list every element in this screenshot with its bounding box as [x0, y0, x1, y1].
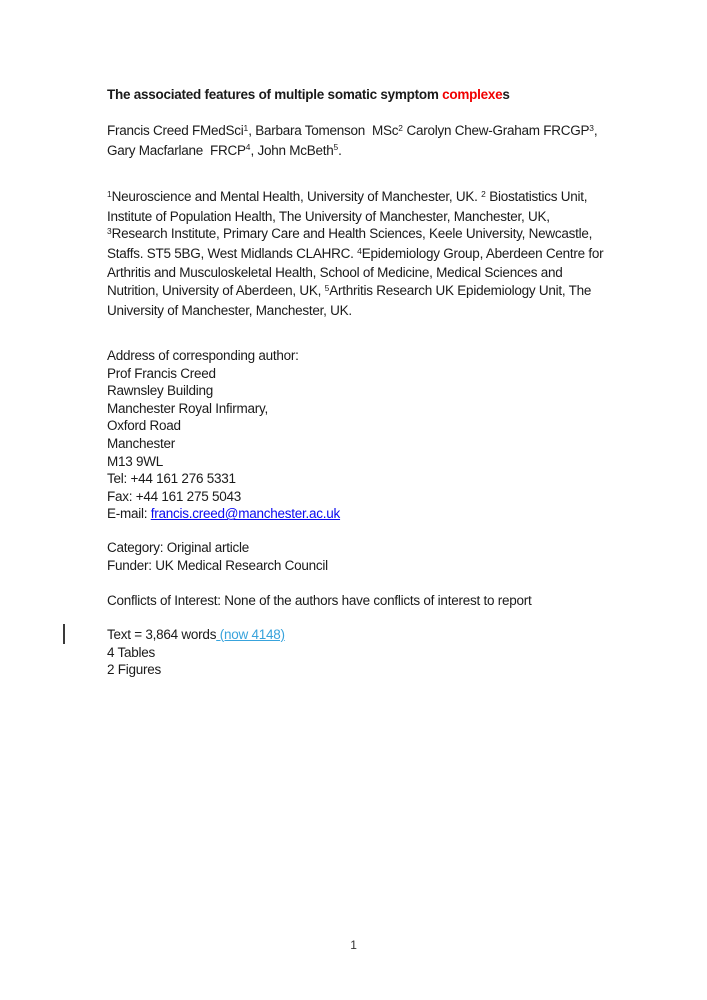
text-segment: Research Institute, Primary Care and Health Sciences, Keele University, Newcastle, — [111, 226, 593, 242]
text-segment: University of Manchester, Manchester, UK. — [107, 302, 352, 318]
text-line — [107, 382, 340, 400]
text-line — [107, 365, 340, 383]
text-line — [107, 505, 340, 523]
text-segment: Manchester Royal Infirmary, — [107, 400, 269, 416]
text-segment: Manchester — [107, 435, 176, 451]
text-line — [107, 557, 328, 575]
text-line — [107, 122, 597, 142]
text-segment: . — [338, 142, 342, 158]
text-segment: Conflicts of Interest: None of the authors have conflicts of interest to report — [107, 593, 532, 608]
text-segment: Epidemiology Group, Aberdeen Centre for — [361, 245, 604, 261]
text-line — [107, 245, 603, 265]
text-line — [107, 470, 340, 488]
text-line — [107, 282, 603, 302]
text-line — [107, 225, 603, 245]
text-line — [107, 208, 603, 226]
corresponding-author-address — [107, 347, 340, 523]
text-segment: Nutrition, University of Aberdeen, UK, — [107, 282, 325, 298]
text-line — [107, 86, 510, 104]
page-number: 1 — [350, 938, 357, 952]
text-segment: Fax: +44 161 275 5043 — [107, 488, 241, 504]
text-line — [107, 592, 531, 610]
email-link[interactable]: francis.creed@manchester.ac.uk — [150, 506, 341, 522]
text-segment: Funder: UK Medical Research Council — [107, 557, 328, 573]
superscript: 4 — [245, 142, 251, 153]
text-segment: Institute of Population Health, The University of Manchester, Manchester, UK, — [107, 208, 550, 224]
text-line — [107, 302, 603, 320]
text-line — [107, 453, 340, 471]
text-segment: Arthritis Research UK Epidemiology Unit, The — [329, 282, 592, 298]
text-segment: Staffs. ST5 5BG, West Midlands CLAHRC. — [107, 245, 358, 261]
text-line — [107, 435, 340, 453]
text-line — [107, 347, 340, 365]
text-segment: Address of corresponding author: — [107, 348, 299, 363]
text-line — [107, 400, 340, 418]
superscript: 3 — [589, 122, 594, 133]
superscript: 5 — [333, 142, 339, 153]
text-segment: Tel: +44 161 276 5331 — [107, 471, 236, 487]
superscript: 2 — [398, 122, 403, 133]
text-segment: Francis Creed FMedSci — [107, 123, 244, 138]
track-changes-margin-bar — [63, 624, 65, 644]
text-segment: Gary Macfarlane FRCP — [107, 142, 246, 158]
text-segment: 2 Figures — [107, 662, 162, 678]
text-segment: Rawnsley Building — [107, 383, 214, 399]
text-line — [107, 661, 285, 679]
text-segment: E-mail: — [107, 506, 151, 522]
text-segment: The associated features of multiple somatic symptom — [107, 87, 443, 102]
text-segment: Neuroscience and Mental Health, University of Manchester, UK. — [111, 189, 482, 204]
text-segment: Prof Francis Creed — [107, 365, 216, 381]
conflicts-statement — [107, 592, 531, 610]
text-segment: Arthritis and Musculoskeletal Health, School of Medicine, Medical Sciences and — [107, 265, 563, 281]
superscript: 3 — [107, 226, 112, 237]
text-line — [107, 626, 285, 644]
text-segment: Category: Original article — [107, 540, 250, 555]
text-segment: , Barbara Tomenson MSc — [248, 123, 399, 138]
paper-title — [107, 86, 510, 104]
text-segment: s — [502, 87, 510, 102]
superscript: 1 — [243, 122, 249, 133]
text-line — [107, 417, 340, 435]
text-segment: Carolyn Chew-Graham FRCGP — [402, 123, 590, 138]
tracked-insertion-text: (now 4148) — [216, 627, 285, 642]
tracked-change-text: complexe — [442, 87, 503, 102]
text-segment: Text = 3,864 words — [107, 627, 217, 642]
text-segment: M13 9WL — [107, 453, 164, 469]
superscript: 5 — [324, 282, 330, 293]
text-segment: , John McBeth — [250, 142, 334, 158]
text-segment: Oxford Road — [107, 418, 181, 434]
category-funder-block — [107, 539, 328, 574]
text-line — [107, 644, 285, 662]
text-segment: , — [593, 123, 598, 138]
author-list — [107, 122, 597, 161]
superscript: 2 — [481, 188, 486, 199]
text-line — [107, 142, 597, 162]
text-line — [107, 188, 603, 208]
text-segment: Biostatistics Unit, — [485, 189, 588, 204]
text-segment: 4 Tables — [107, 644, 156, 660]
text-line — [107, 488, 340, 506]
superscript: 1 — [107, 188, 112, 199]
text-line — [107, 539, 328, 557]
text-line — [107, 264, 603, 282]
affiliations-paragraph — [107, 188, 603, 319]
superscript: 4 — [357, 245, 362, 256]
word-count-block — [107, 626, 285, 679]
